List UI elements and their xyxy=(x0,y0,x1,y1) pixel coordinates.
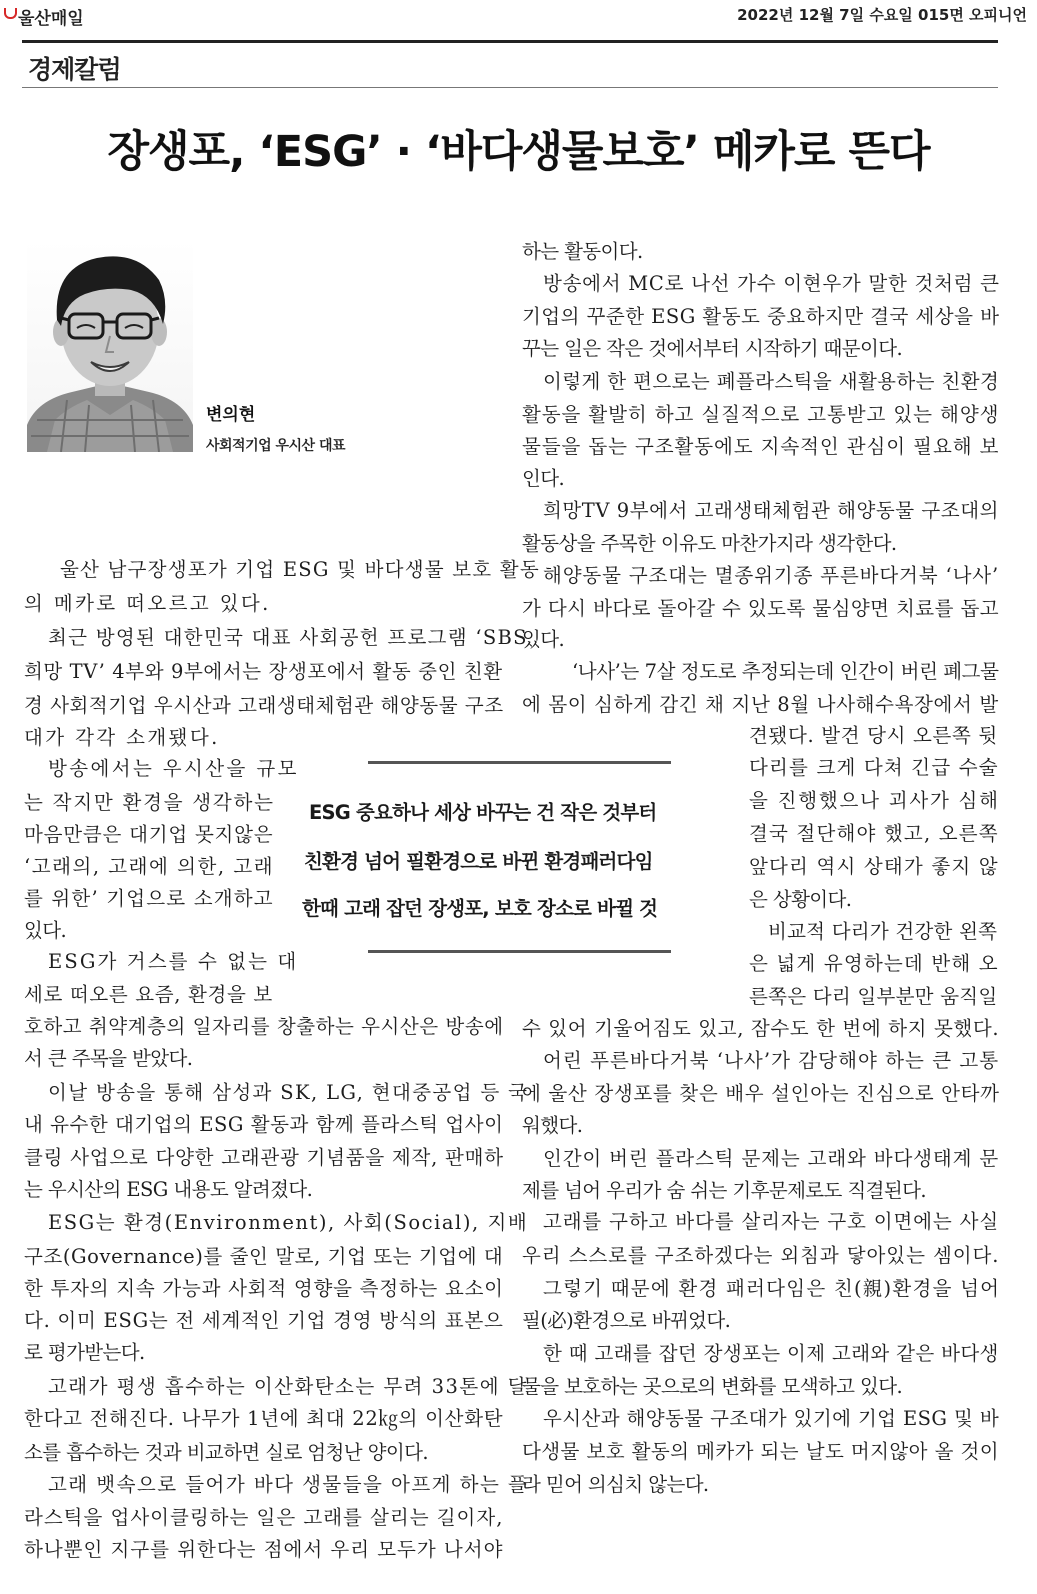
right-line: 결국 절단해야 했고, 오른쪽 xyxy=(749,822,999,845)
author-title: 사회적기업 우시산 대표 xyxy=(206,438,345,454)
right-line: 활동을 활발히 하고 실질적으로 고통받고 있는 해양생 xyxy=(522,403,1000,426)
right-line: 앞다리 역시 상태가 좋지 않 xyxy=(749,855,999,878)
right-line: 물들을 돕는 구조활동에도 지속적인 관심이 필요해 보 xyxy=(522,435,1000,458)
left-line: 고래 뱃속으로 들어가 바다 생물들을 아프게 하는 플 xyxy=(48,1473,529,1496)
left-line: 최근 방영된 대한민국 대표 사회공헌 프로그램 ‘SBS xyxy=(48,626,528,649)
right-line: 비교적 다리가 건강한 왼쪽 xyxy=(768,920,998,943)
right-line: 물을 보호하는 곳으로의 변화를 모색하고 있다. xyxy=(522,1375,903,1398)
logo-mark-icon xyxy=(4,8,17,19)
left-line: 희망 TV’ 4부와 9부에서는 장생포에서 활동 중인 친환 xyxy=(24,660,503,683)
author-name: 변의현 xyxy=(206,405,256,425)
right-line: 그렇기 때문에 환경 패러다임은 친(親)환경을 넘어 xyxy=(543,1277,1001,1300)
right-line: 있다. xyxy=(522,628,565,651)
right-line: 수 있어 기울어짐도 있고, 잠수도 한 번에 하지 못했다. xyxy=(522,1017,1000,1040)
section-rule xyxy=(22,87,998,88)
left-line: 클링 사업으로 다양한 고래관광 기념품을 제작, 판매하 xyxy=(24,1146,504,1169)
left-line: 소를 흡수하는 것과 비교하면 실로 엄청난 양이다. xyxy=(24,1441,428,1464)
left-line: 세로 떠오른 요즘, 환경을 보 xyxy=(24,983,273,1006)
left-line: 대가 각각 소개됐다. xyxy=(24,726,220,749)
right-line: 고래를 구하고 바다를 살리자는 구호 이면에는 사실 xyxy=(543,1210,1000,1233)
right-line: 우시산과 해양동물 구조대가 있기에 기업 ESG 및 바 xyxy=(543,1407,1000,1430)
left-line: ESG가 거스를 수 없는 대 xyxy=(48,950,299,973)
left-line: 있다. xyxy=(24,919,67,942)
callout-line: ESG 중요하나 세상 바꾸는 건 작은 것부터 xyxy=(309,801,657,824)
callout-rule-top xyxy=(368,761,671,764)
right-line: 견됐다. 발견 당시 오른쪽 뒷 xyxy=(749,724,998,747)
right-line: 어린 푸른바다거북 ‘나사’가 감당해야 하는 큰 고통 xyxy=(543,1049,1000,1072)
right-line: 꾸는 일은 작은 것에서부터 시작하기 때문이다. xyxy=(522,337,903,360)
right-line: 희망TV 9부에서 고래생태체험관 해양동물 구조대의 xyxy=(543,499,999,522)
right-line: 워했다. xyxy=(522,1114,583,1137)
right-line: 다리를 크게 다쳐 긴급 수술 xyxy=(749,756,999,779)
left-line: ‘고래의, 고래에 의한, 고래 xyxy=(24,855,275,878)
right-line: 을 진행했으나 괴사가 심해 xyxy=(749,789,1000,812)
left-line: 의 메카로 떠오르고 있다. xyxy=(24,592,271,615)
right-line: 다생물 보호 활동의 메카가 되는 날도 머지않아 올 것이 xyxy=(522,1440,1000,1463)
right-line: 에 몸이 심하게 감긴 채 지난 8월 나사해수욕장에서 발 xyxy=(522,693,999,716)
right-line: 해양동물 구조대는 멸종위기종 푸른바다거북 ‘나사’ xyxy=(543,564,1000,587)
callout-line: 한때 고래 잡던 장생포, 보호 장소로 바뀔 것 xyxy=(302,897,658,920)
right-line: 기업의 꾸준한 ESG 활동도 중요하지만 결국 세상을 바 xyxy=(522,305,1000,328)
left-line: 한다고 전해진다. 나무가 1년에 최대 22㎏의 이산화탄 xyxy=(24,1407,504,1430)
left-line: 고래가 평생 흡수하는 이산화탄소는 무려 33톤에 달 xyxy=(48,1375,529,1398)
right-line: 은 상황이다. xyxy=(749,888,852,911)
right-line: 인다. xyxy=(522,467,565,490)
left-line: 다. 이미 ESG는 전 세계적인 기업 경영 방식의 표본으 xyxy=(24,1309,504,1332)
left-line: 울산 남구장생포가 기업 ESG 및 바다생물 보호 활동 xyxy=(60,558,540,581)
right-line: 제를 넘어 우리가 숨 쉬는 기후문제로도 직결된다. xyxy=(522,1179,926,1202)
left-line: 는 작지만 환경을 생각하는 xyxy=(24,791,275,814)
right-line: 라 믿어 의심치 않는다. xyxy=(522,1473,709,1496)
left-line: 라스틱을 업사이클링하는 일은 고래를 살리는 길이자, xyxy=(24,1506,504,1529)
right-line: 에 울산 장생포를 찾은 배우 설인아는 진심으로 안타까 xyxy=(522,1082,1000,1105)
right-line: 인간이 버린 플라스틱 문제는 고래와 바다생태계 문 xyxy=(543,1147,1000,1170)
author-byline xyxy=(206,400,345,455)
left-line: ESG는 환경(Environment), 사회(Social), 지배 xyxy=(48,1211,529,1234)
left-line: 이날 방송을 통해 삼성과 SK, LG, 현대중공업 등 국 xyxy=(48,1081,529,1104)
right-line: 한 때 고래를 잡던 장생포는 이제 고래와 같은 바다생 xyxy=(543,1342,999,1365)
article-headline: 장생포, ‘ESG’ · ‘바다생물보호’ 메카로 뜬다 xyxy=(107,127,930,177)
left-line: 하나뿐인 지구를 위한다는 점에서 우리 모두가 나서야 xyxy=(24,1538,504,1561)
right-line: 른쪽은 다리 일부분만 움직일 xyxy=(749,985,998,1008)
right-line: 은 넓게 유영하는데 반해 오 xyxy=(749,952,999,975)
right-line: 가 다시 바다로 돌아갈 수 있도록 물심양면 치료를 돕고 xyxy=(522,597,1000,620)
right-line: ‘나사’는 7살 정도로 추정되는데 인간이 버린 폐그물 xyxy=(572,660,999,683)
newspaper-name: 울산매일 xyxy=(18,9,84,29)
issue-date-page: 2022년 12월 7일 수요일 015면 오피니언 xyxy=(737,6,1027,24)
section-label: 경제칼럼 xyxy=(28,55,121,84)
left-line: 는 우시산의 ESG 내용도 알려졌다. xyxy=(24,1178,313,1201)
left-line: 를 위한’ 기업으로 소개하고 xyxy=(24,887,274,910)
left-line: 경 사회적기업 우시산과 고래생태체험관 해양동물 구조 xyxy=(24,694,504,717)
right-line: 필(必)환경으로 바뀌었다. xyxy=(522,1309,731,1332)
newspaper-logo xyxy=(4,4,84,29)
left-line: 서 큰 주목을 받았다. xyxy=(24,1047,193,1070)
author-photo xyxy=(27,240,193,452)
right-line: 활동상을 주목한 이유도 마찬가지라 생각한다. xyxy=(522,532,897,555)
left-line: 호하고 취약계층의 일자리를 창출하는 우시산은 방송에 xyxy=(24,1015,504,1038)
callout-rule-bottom xyxy=(368,950,671,953)
left-line: 로 평가받는다. xyxy=(24,1341,145,1364)
right-line: 이렇게 한 편으로는 폐플라스틱을 새활용하는 친환경 xyxy=(543,370,1000,393)
left-line: 구조(Governance)를 줄인 말로, 기업 또는 기업에 대 xyxy=(24,1245,504,1268)
masthead-rule xyxy=(22,40,998,43)
right-line: 우리 스스로를 구조하겠다는 외침과 닿아있는 셈이다. xyxy=(522,1244,1000,1267)
left-line: 내 유수한 대기업의 ESG 활동과 함께 플라스틱 업사이 xyxy=(24,1113,504,1136)
left-line: 한 투자의 지속 가능과 사회적 영향을 측정하는 요소이 xyxy=(24,1277,504,1300)
left-line: 방송에서는 우시산을 규모 xyxy=(48,757,299,780)
right-line: 하는 활동이다. xyxy=(522,240,643,263)
callout-line: 친환경 넘어 필환경으로 바뀐 환경패러다임 xyxy=(304,850,653,873)
left-line: 마음만큼은 대기업 못지않은 xyxy=(24,823,274,846)
right-line: 방송에서 MC로 나선 가수 이현우가 말한 것처럼 큰 xyxy=(543,272,1000,295)
